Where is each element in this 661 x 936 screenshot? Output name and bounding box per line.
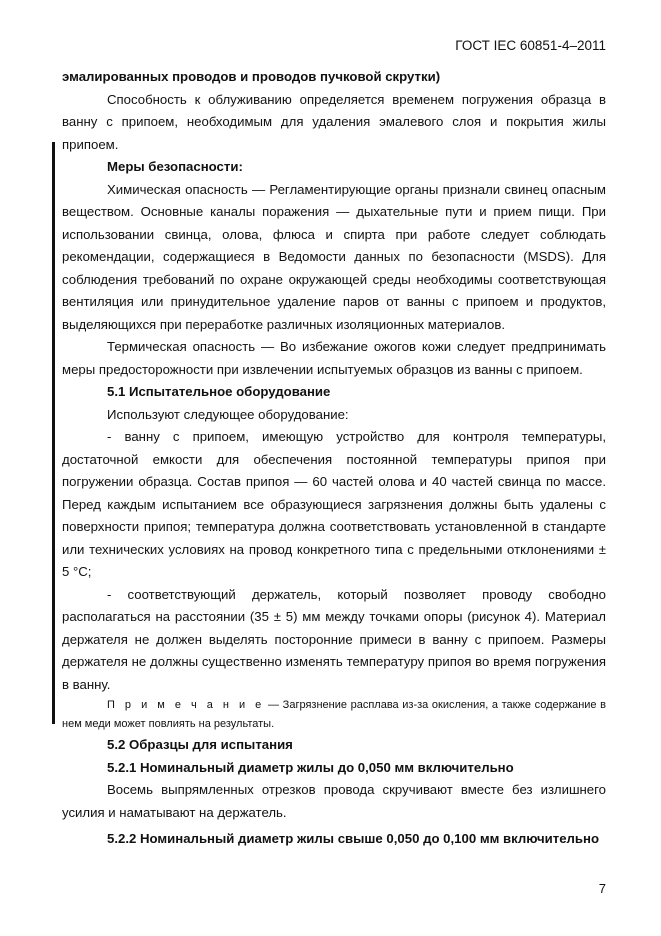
heading-continuation: эмалированных проводов и проводов пучковой скрутки)	[62, 69, 441, 84]
heading-5-2-2: 5.2.2 Номинальный диаметр жилы свыше 0,050 до 0,100 мм включительно	[107, 831, 600, 846]
note-text: — Загрязнение расплава из-за окисления, а также содержание в нем меди может повлиять на результаты.	[62, 699, 606, 730]
paragraph-thermal-hazard: Термическая опасность — Во избежание ожогов кожи следует предпринимать меры предосторожности при извлечении испытуемых образцов из ванны с припоем.	[62, 339, 606, 377]
paragraph-equipment-intro: Используют следующее оборудование:	[107, 406, 349, 422]
note-label: П р и м е ч а н и е	[107, 699, 265, 711]
heading-5-2: 5.2 Образцы для испытания	[107, 737, 293, 752]
list-item-solder-bath: - ванну с припоем, имеющую устройство для контроля температуры, достаточной емкости для обеспечения постоянной температуры припоя при погружении образца. Состав припоя — 60 частей олова и 40 частей свинца по массе. Перед каждым испытанием все образующиеся загрязнения должны быть удалены с поверхности припоя; температура должна соответствовать установленной в стандарте или технических условиях на провод конкретного типа с предельными отклонениями ± 5 °С;	[62, 429, 606, 579]
document-id-header: ГОСТ IEC 60851-4–2011	[455, 38, 606, 53]
list-item-holder: - соответствующий держатель, который позволяет проводу свободно располагаться на расстоянии (35 ± 5) мм между точками опоры (рисунок 4). Материал держателя не должен выделять посторонние примеси в ванну с припоем. Размеры держателя не должны существенно изменять температуру припоя во время погружения в ванну.	[62, 586, 606, 692]
change-bar	[52, 142, 55, 724]
page-body	[62, 66, 606, 851]
heading-safety: Меры безопасности:	[107, 159, 243, 174]
paragraph-chemical-hazard: Химическая опасность — Регламентирующие органы признали свинец опасным веществом. Основные каналы поражения — дыхательные пути и прием пищи. При использовании свинца, олова, флюса и спирта при работе следует соблюдать рекомендации, содержащиеся в Ведомости данных по безопасности (MSDS). Для соблюдения требований по охране окружающей среды необходимы соответствующая вентиляция или принудительное удаление паров от ванны с припоем и продуктов, выделяющихся при переработке различных изоляционных материалов.	[62, 181, 606, 332]
paragraph-solderability: Способность к облуживанию определяется временем погружения образца в ванну с припоем, необходимым для удаления эмалевого слоя и покрытия жилы припоем.	[62, 91, 606, 152]
heading-5-1: 5.1 Испытательное оборудование	[107, 384, 331, 399]
paragraph-5-2-1: Восемь выпрямленных отрезков провода скручивают вместе без излишнего усилия и наматывают на держатель.	[62, 782, 606, 820]
page-number: 7	[598, 881, 606, 896]
note-paragraph	[62, 696, 606, 734]
heading-5-2-1: 5.2.1 Номинальный диаметр жилы до 0,050 мм включительно	[107, 759, 514, 775]
